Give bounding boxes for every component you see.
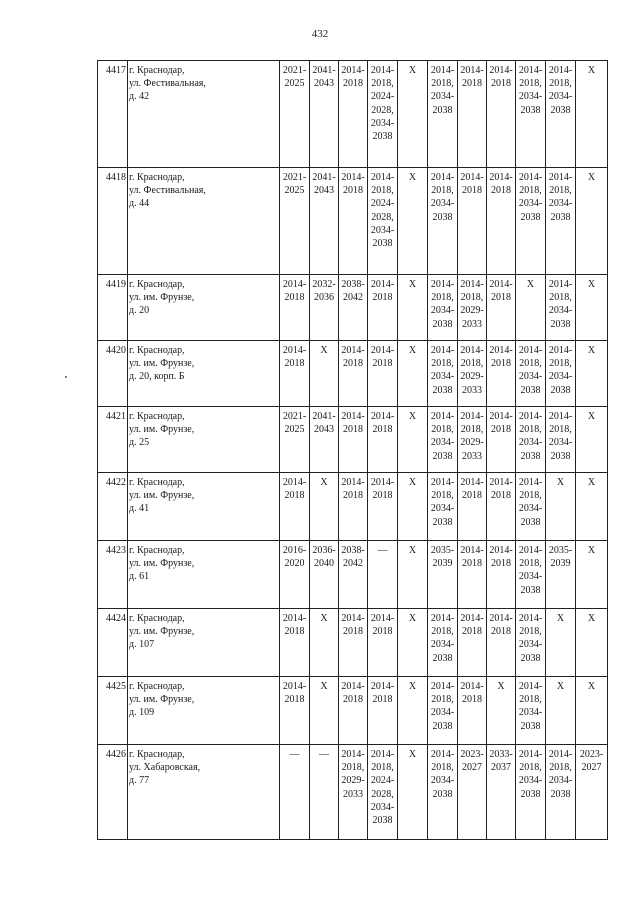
address-cell — [128, 407, 280, 473]
address-cell — [128, 677, 280, 745]
period-cell: 2014- 2018 — [458, 473, 487, 541]
period-cell: X — [487, 677, 516, 745]
period-cell: 2014- 2018, 2034- 2038 — [428, 745, 458, 840]
period-cell: 2014- 2018 — [339, 341, 368, 407]
period-cell: 2014- 2018 — [368, 275, 398, 341]
address-line: ул. Фестивальная, — [129, 185, 206, 197]
period-cell: 2014- 2018 — [487, 61, 516, 168]
period-cell: 2014- 2018, 2034- 2038 — [516, 168, 546, 275]
period-cell: 2035- 2039 — [546, 541, 576, 609]
period-cell: X — [546, 609, 576, 677]
period-cell: 2014- 2018 — [487, 541, 516, 609]
address-line: г. Краснодар, — [129, 172, 185, 183]
period-cell: X — [398, 473, 428, 541]
period-cell: 2014- 2018 — [339, 61, 368, 168]
page-number: 432 — [311, 28, 329, 40]
period-cell: 2014- 2018 — [339, 168, 368, 275]
address-line: ул. им. Фрунзе, — [129, 424, 195, 436]
period-cell: 2014- 2018 — [280, 677, 310, 745]
period-cell: 2014- 2018, 2034- 2038 — [546, 61, 576, 168]
period-cell: 2014- 2018, 2034- 2038 — [428, 473, 458, 541]
row-number: 4419 — [98, 275, 128, 341]
row-number: 4421 — [98, 407, 128, 473]
period-cell: X — [398, 541, 428, 609]
period-cell: — — [368, 541, 398, 609]
period-cell: 2014- 2018 — [339, 407, 368, 473]
period-cell: X — [398, 168, 428, 275]
address-line: д. 41 — [129, 503, 150, 515]
period-cell: X — [546, 677, 576, 745]
period-cell: 2014- 2018, 2034- 2038 — [516, 745, 546, 840]
row-number: 4418 — [98, 168, 128, 275]
address-line: д. 107 — [129, 639, 155, 651]
period-cell: 2014- 2018 — [280, 275, 310, 341]
row-number: 4425 — [98, 677, 128, 745]
period-cell: X — [576, 275, 608, 341]
period-cell: 2014- 2018, 2034- 2038 — [428, 677, 458, 745]
period-cell: X — [576, 168, 608, 275]
period-cell: 2014- 2018 — [339, 609, 368, 677]
table-row — [98, 168, 608, 275]
period-cell: 2014- 2018 — [280, 609, 310, 677]
address-line: г. Краснодар, — [129, 477, 185, 488]
period-cell: 2021- 2025 — [280, 407, 310, 473]
period-cell: 2014- 2018, 2029- 2033 — [458, 275, 487, 341]
address-cell — [128, 609, 280, 677]
period-cell: 2014- 2018 — [487, 341, 516, 407]
address-cell — [128, 61, 280, 168]
address-line: г. Краснодар, — [129, 411, 185, 422]
period-cell: X — [576, 407, 608, 473]
address-line: д. 44 — [129, 198, 150, 210]
address-cell — [128, 341, 280, 407]
period-cell: 2021- 2025 — [280, 168, 310, 275]
table-row — [98, 541, 608, 609]
registry-table — [97, 60, 608, 840]
table-row — [98, 275, 608, 341]
period-cell: 2014- 2018, 2034- 2038 — [428, 275, 458, 341]
period-cell: 2014- 2018 — [487, 407, 516, 473]
period-cell: 2014- 2018, 2034- 2038 — [516, 609, 546, 677]
address-line: д. 20, корп. Б — [129, 371, 185, 383]
period-cell: 2014- 2018, 2034- 2038 — [516, 541, 546, 609]
period-cell: X — [310, 473, 339, 541]
address-line: д. 77 — [129, 775, 150, 787]
period-cell: 2014- 2018 — [458, 541, 487, 609]
table-row — [98, 61, 608, 168]
address-line: г. Краснодар, — [129, 681, 185, 692]
table-row — [98, 473, 608, 541]
address-cell — [128, 745, 280, 840]
period-cell: X — [576, 61, 608, 168]
period-cell: 2023- 2027 — [576, 745, 608, 840]
table-row — [98, 745, 608, 840]
period-cell: 2014- 2018 — [458, 677, 487, 745]
period-cell: 2014- 2018 — [368, 473, 398, 541]
period-cell: X — [576, 341, 608, 407]
period-cell: 2014- 2018, 2034- 2038 — [428, 341, 458, 407]
period-cell: 2033- 2037 — [487, 745, 516, 840]
period-cell: 2021- 2025 — [280, 61, 310, 168]
period-cell: X — [398, 61, 428, 168]
period-cell: 2014- 2018 — [280, 473, 310, 541]
address-line: ул. им. Фрунзе, — [129, 558, 195, 570]
row-number: 4420 — [98, 341, 128, 407]
address-line: ул. им. Фрунзе, — [129, 292, 195, 304]
address-line: ул. Фестивальная, — [129, 78, 206, 90]
period-cell: 2014- 2018 — [280, 341, 310, 407]
address-line: д. 61 — [129, 571, 150, 583]
period-cell: 2038- 2042 — [339, 275, 368, 341]
address-cell — [128, 275, 280, 341]
period-cell: X — [576, 677, 608, 745]
address-cell — [128, 473, 280, 541]
period-cell: 2014- 2018 — [339, 677, 368, 745]
address-line: д. 42 — [129, 91, 150, 103]
period-cell: 2014- 2018, 2034- 2038 — [428, 168, 458, 275]
address-line: г. Краснодар, — [129, 749, 185, 760]
period-cell: 2041- 2043 — [310, 168, 339, 275]
period-cell: 2014- 2018, 2034- 2038 — [546, 341, 576, 407]
period-cell: 2036- 2040 — [310, 541, 339, 609]
period-cell: X — [398, 407, 428, 473]
period-cell: 2014- 2018 — [368, 677, 398, 745]
period-cell: 2014- 2018, 2034- 2038 — [428, 407, 458, 473]
row-number: 4417 — [98, 61, 128, 168]
period-cell: X — [546, 473, 576, 541]
address-line: ул. им. Фрунзе, — [129, 358, 195, 370]
period-cell: 2014- 2018, 2034- 2038 — [546, 168, 576, 275]
period-cell: 2014- 2018 — [487, 168, 516, 275]
period-cell: 2014- 2018, 2034- 2038 — [546, 407, 576, 473]
period-cell: — — [310, 745, 339, 840]
address-cell — [128, 541, 280, 609]
period-cell: 2014- 2018, 2034- 2038 — [516, 341, 546, 407]
period-cell: 2014- 2018, 2034- 2038 — [546, 745, 576, 840]
period-cell: 2014- 2018, 2034- 2038 — [516, 61, 546, 168]
period-cell: 2014- 2018 — [368, 407, 398, 473]
table-row — [98, 341, 608, 407]
period-cell: 2014- 2018 — [368, 609, 398, 677]
address-line: д. 25 — [129, 437, 150, 449]
period-cell: 2038- 2042 — [339, 541, 368, 609]
period-cell: 2014- 2018, 2034- 2038 — [516, 407, 546, 473]
period-cell: X — [398, 609, 428, 677]
address-line: д. 109 — [129, 707, 155, 719]
period-cell: 2014- 2018 — [487, 473, 516, 541]
period-cell: X — [576, 541, 608, 609]
period-cell: 2014- 2018 — [458, 168, 487, 275]
period-cell: 2016- 2020 — [280, 541, 310, 609]
period-cell: X — [516, 275, 546, 341]
table-row — [98, 407, 608, 473]
address-line: г. Краснодар, — [129, 613, 185, 624]
period-cell: 2032- 2036 — [310, 275, 339, 341]
period-cell: 2014- 2018, 2024- 2028, 2034- 2038 — [368, 745, 398, 840]
period-cell: 2014- 2018 — [368, 341, 398, 407]
address-line: г. Краснодар, — [129, 65, 185, 76]
period-cell: 2014- 2018 — [487, 275, 516, 341]
address-line: ул. им. Фрунзе, — [129, 490, 195, 502]
period-cell: 2014- 2018, 2034- 2038 — [428, 61, 458, 168]
period-cell: X — [310, 609, 339, 677]
scan-artifact-dot — [65, 376, 67, 378]
period-cell: 2014- 2018, 2029- 2033 — [458, 341, 487, 407]
period-cell: 2014- 2018 — [339, 473, 368, 541]
address-line: ул. Хабаровская, — [129, 762, 201, 774]
row-number: 4423 — [98, 541, 128, 609]
address-cell — [128, 168, 280, 275]
period-cell: X — [398, 275, 428, 341]
period-cell: 2014- 2018, 2024- 2028, 2034- 2038 — [368, 168, 398, 275]
period-cell: 2014- 2018 — [458, 61, 487, 168]
period-cell: 2014- 2018, 2034- 2038 — [428, 609, 458, 677]
period-cell: X — [398, 677, 428, 745]
period-cell: 2023- 2027 — [458, 745, 487, 840]
row-number: 4426 — [98, 745, 128, 840]
period-cell: 2014- 2018, 2029- 2033 — [339, 745, 368, 840]
address-line: ул. им. Фрунзе, — [129, 694, 195, 706]
row-number: 4424 — [98, 609, 128, 677]
period-cell: 2014- 2018 — [487, 609, 516, 677]
address-line: г. Краснодар, — [129, 545, 185, 556]
period-cell: 2014- 2018 — [458, 609, 487, 677]
address-line: г. Краснодар, — [129, 279, 185, 290]
period-cell: — — [280, 745, 310, 840]
period-cell: X — [576, 609, 608, 677]
period-cell: 2014- 2018, 2034- 2038 — [516, 473, 546, 541]
period-cell: 2041- 2043 — [310, 407, 339, 473]
address-line: г. Краснодар, — [129, 345, 185, 356]
period-cell: X — [398, 745, 428, 840]
period-cell: 2014- 2018, 2029- 2033 — [458, 407, 487, 473]
period-cell: X — [310, 677, 339, 745]
period-cell: 2014- 2018, 2034- 2038 — [516, 677, 546, 745]
address-line: ул. им. Фрунзе, — [129, 626, 195, 638]
period-cell: 2014- 2018, 2034- 2038 — [546, 275, 576, 341]
period-cell: X — [310, 341, 339, 407]
period-cell: 2035- 2039 — [428, 541, 458, 609]
period-cell: 2041- 2043 — [310, 61, 339, 168]
period-cell: X — [398, 341, 428, 407]
period-cell: 2014- 2018, 2024- 2028, 2034- 2038 — [368, 61, 398, 168]
table-row — [98, 677, 608, 745]
address-line: д. 20 — [129, 305, 150, 317]
period-cell: X — [576, 473, 608, 541]
row-number: 4422 — [98, 473, 128, 541]
table-row — [98, 609, 608, 677]
